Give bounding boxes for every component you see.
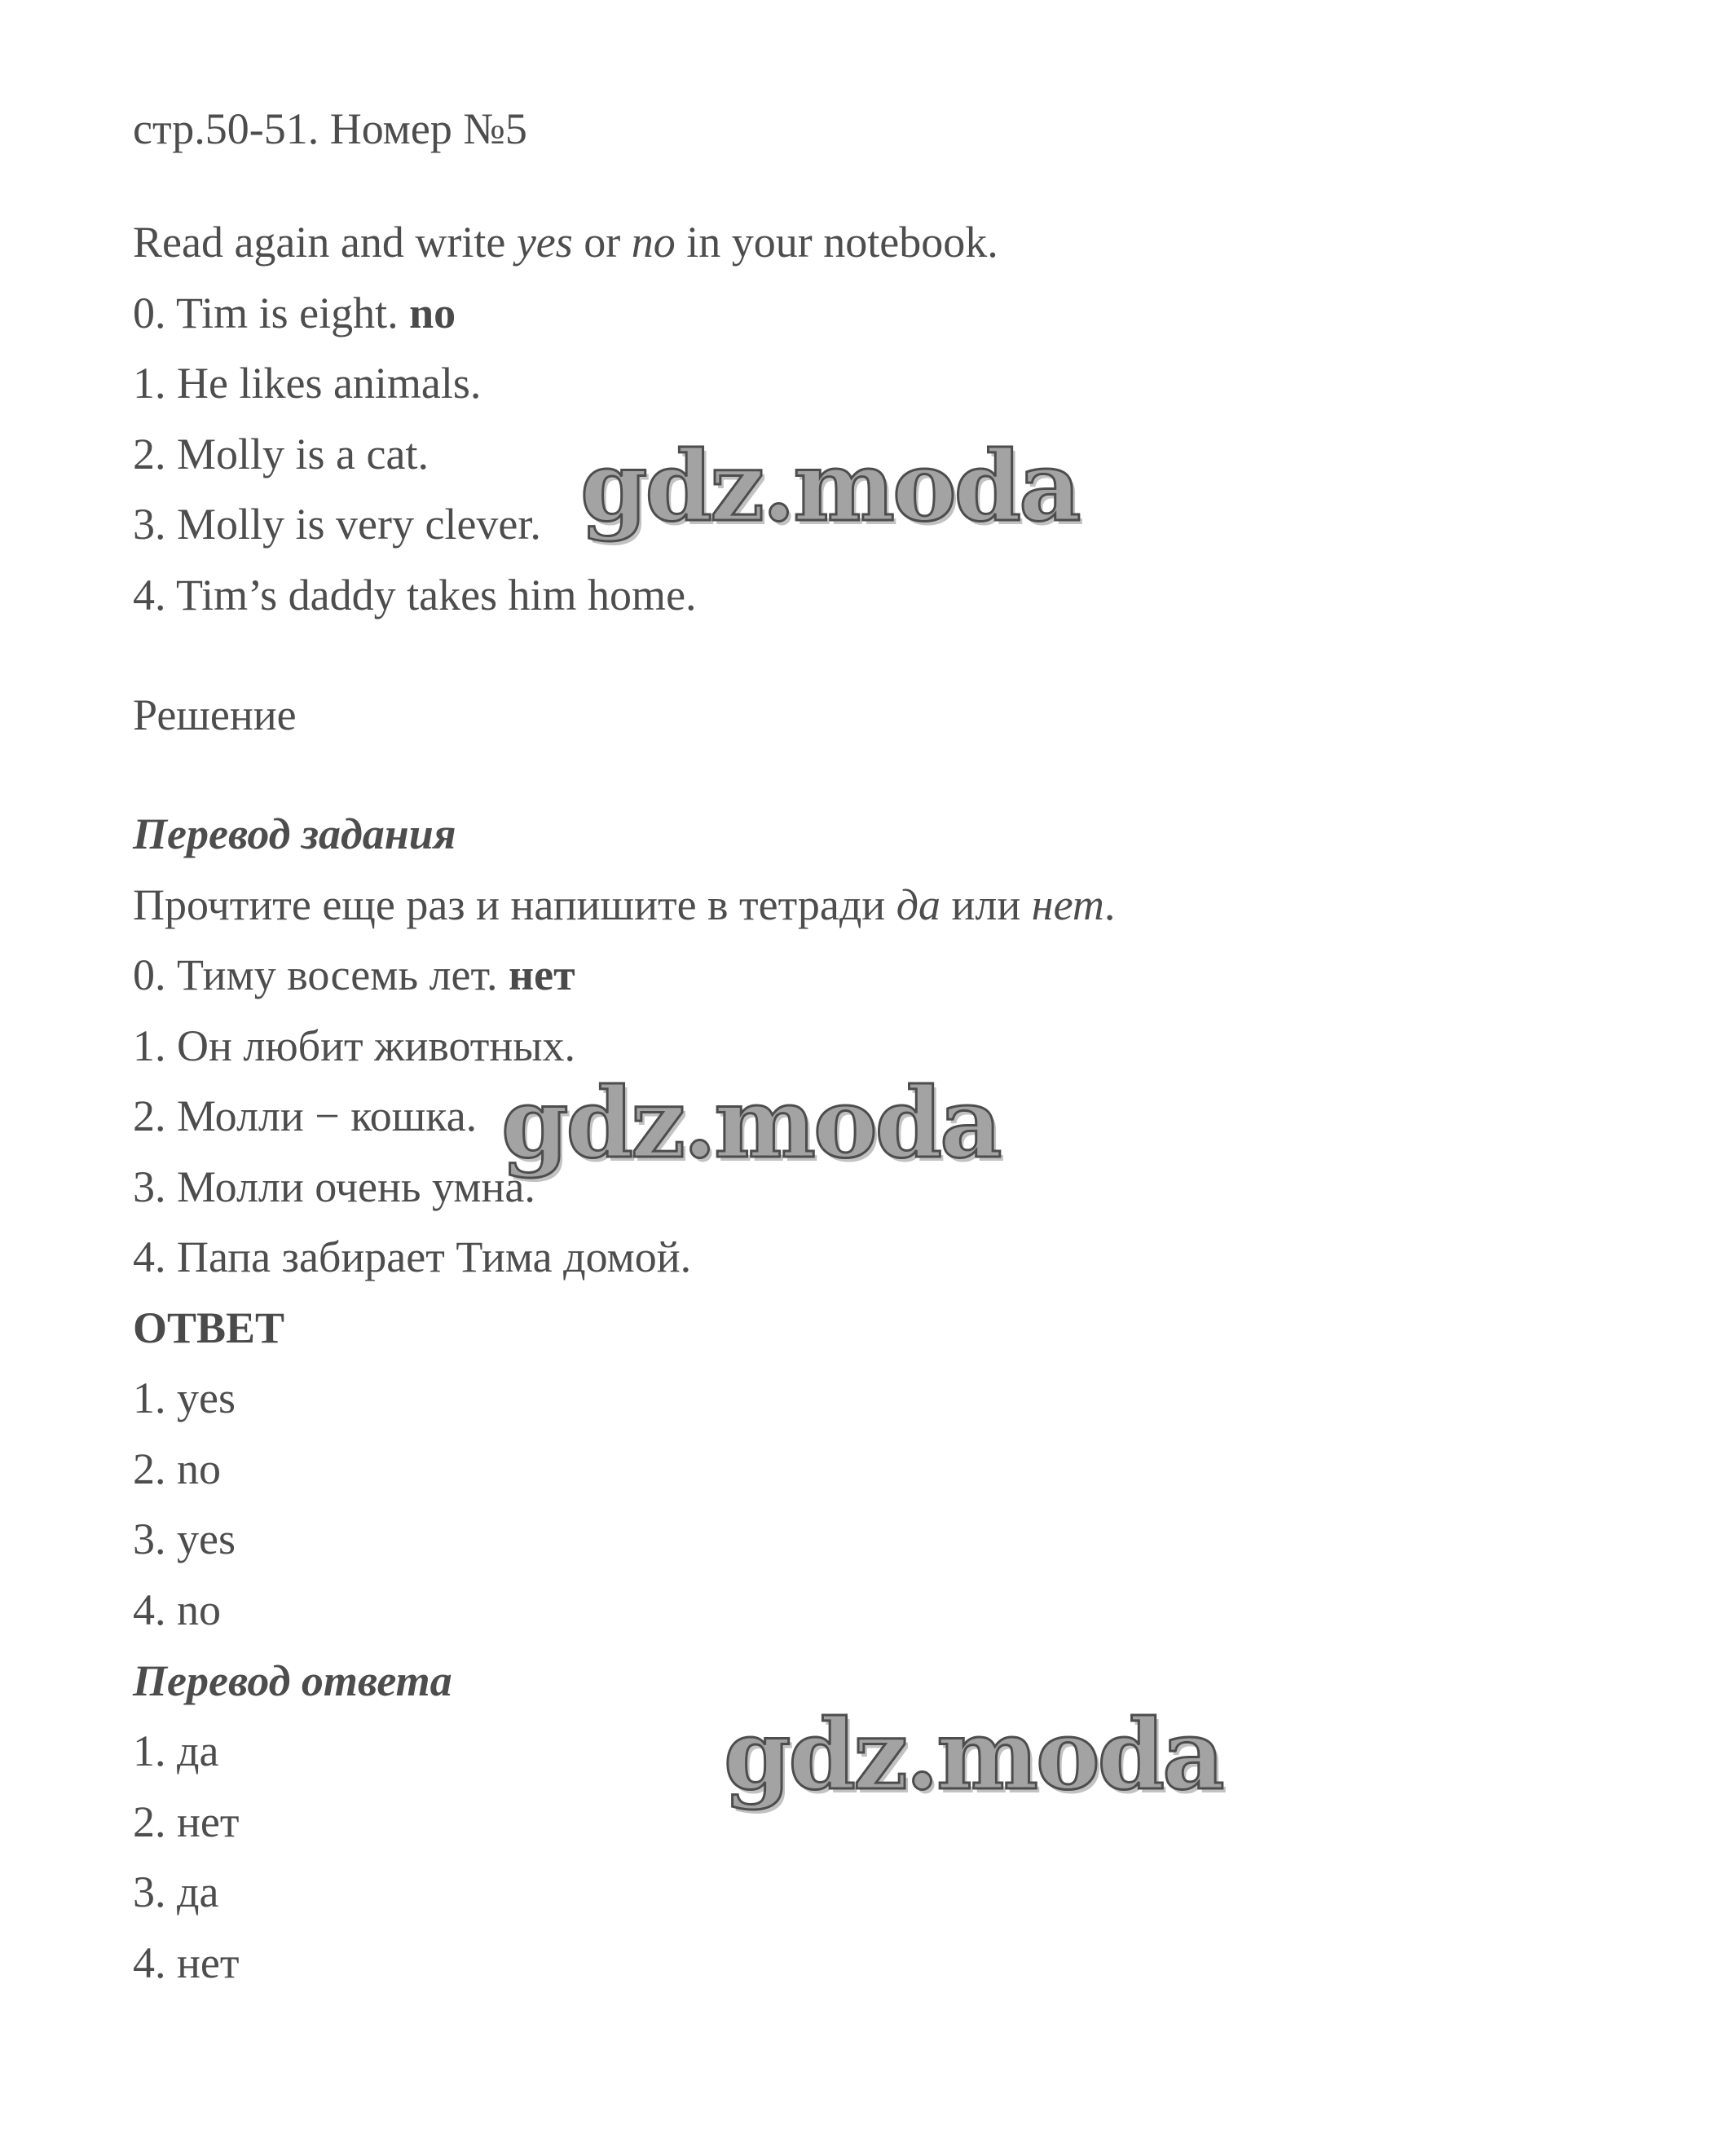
translation-item: 1. Он любит животных.	[133, 1021, 576, 1070]
answer-item: 4. no	[133, 1585, 221, 1634]
task-item: 1. He likes animals.	[133, 359, 482, 408]
translation-instruction	[133, 879, 1115, 931]
instruction-pre: Read again and write	[133, 218, 517, 267]
translation-example	[133, 949, 575, 1001]
answer-item: 1. yes	[133, 1373, 236, 1422]
answer-translation-item: 1. да	[133, 1726, 219, 1775]
task-example	[133, 287, 456, 339]
answer-item: 3. yes	[133, 1514, 236, 1563]
answer-heading: ОТВЕТ	[133, 1303, 285, 1352]
watermark-logo: gdz.moda	[580, 430, 1079, 543]
translation-item: 3. Молли очень умна.	[133, 1162, 535, 1211]
task-item: 2. Molly is a cat.	[133, 430, 429, 478]
translation-item: 2. Молли − кошка.	[133, 1091, 478, 1140]
instruction-no: no	[631, 218, 676, 267]
translation-heading: Перевод задания	[133, 809, 456, 858]
translation-instruction-no: нет	[1031, 880, 1104, 929]
answer-translation-item: 3. да	[133, 1867, 219, 1916]
watermark-logo: gdz.moda	[724, 1698, 1222, 1811]
solution-label: Решение	[133, 690, 297, 739]
answer-translation-item: 4. нет	[133, 1938, 240, 1987]
instruction-yes: yes	[516, 218, 573, 267]
answer-translation-heading: Перевод ответа	[133, 1656, 452, 1705]
watermark-logo: gdz.moda	[501, 1066, 1000, 1179]
task-instruction	[133, 216, 998, 268]
translation-example-text: 0. Тиму восемь лет.	[133, 950, 509, 999]
instruction-or: or	[572, 218, 632, 267]
task-item: 3. Molly is very clever.	[133, 500, 541, 549]
translation-instruction-or: или	[940, 880, 1032, 929]
translation-instruction-yes: да	[896, 880, 941, 929]
example-answer: no	[409, 289, 456, 337]
instruction-post: in your notebook.	[675, 218, 998, 267]
task-item: 4. Tim’s daddy takes him home.	[133, 571, 697, 619]
example-text: 0. Tim is eight.	[133, 289, 410, 337]
translation-instruction-pre: Прочтите еще раз и напишите в тетради	[133, 880, 896, 929]
answer-item: 2. no	[133, 1444, 221, 1493]
answer-translation-item: 2. нет	[133, 1797, 240, 1846]
translation-item: 4. Папа забирает Тима домой.	[133, 1232, 692, 1281]
translation-instruction-post: .	[1103, 880, 1116, 929]
page-header: стр.50-51. Номер №5	[133, 104, 527, 153]
translation-example-answer: нет	[509, 950, 575, 999]
